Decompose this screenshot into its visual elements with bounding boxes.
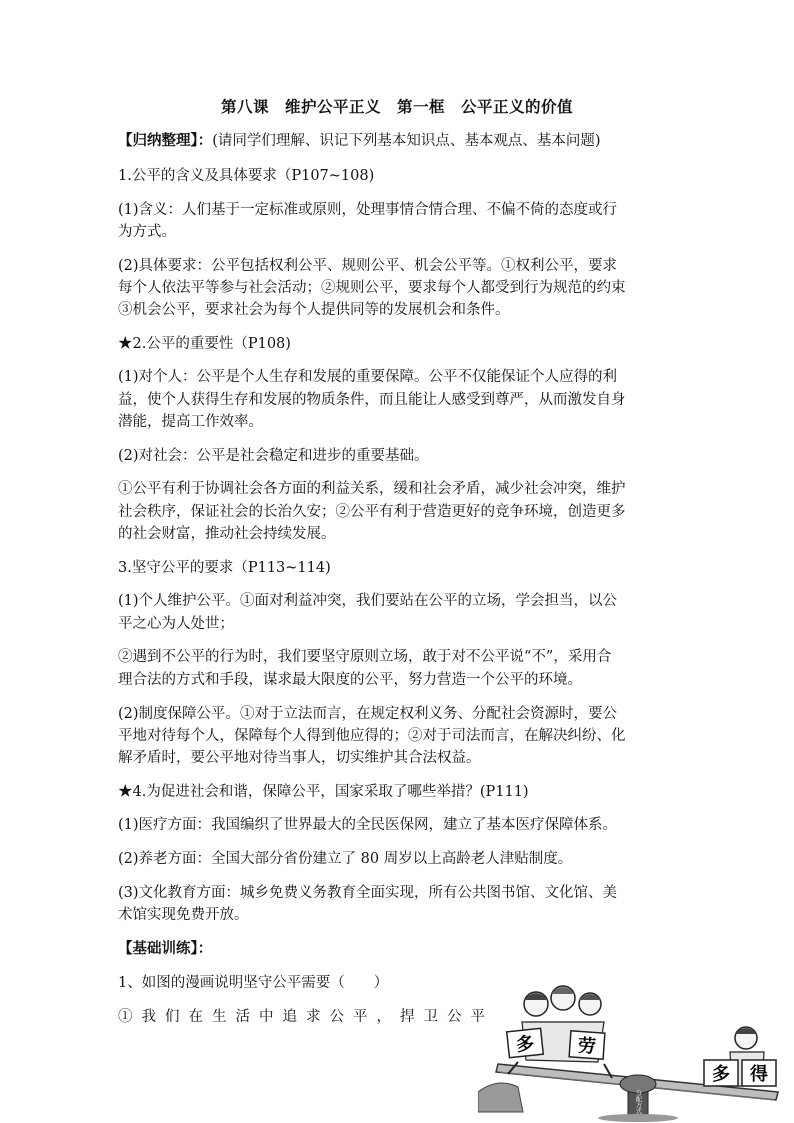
fulcrum-label: 分配方式 [634, 1090, 642, 1114]
section-heading-training: 【基础训练】： [118, 940, 213, 957]
sign-right-char-2: 得 [750, 1064, 768, 1085]
text-line: 平之心为人处世； [118, 616, 234, 632]
text-line: (2)具体要求：公平包括权利公平、规则公平、机会公平等。①权利公平，要求 [118, 258, 618, 274]
text-line: 平地对待每个人，保障每个人得到他应得的；②对于司法而言，在解决纠纷、化 [118, 728, 626, 744]
text-line: 社会秩序，保证社会的长治久安；②公平有利于营造更好的竞争环境，创造更多 [118, 504, 626, 520]
text-line: (1)对个人：公平是个人生存和发展的重要保障。公平不仅能保证个人应得的利 [118, 369, 618, 385]
summary-label: 【归纳整理】： [118, 132, 213, 149]
text-line: ①公平有利于协调社会各方面的利益关系，缓和社会矛盾，减少社会冲突，维护 [118, 481, 626, 497]
fulcrum [620, 1075, 656, 1117]
question-1: 1、如图的漫画说明坚守公平需要（ ） [118, 975, 389, 991]
text-line: (1)个人维护公平。①面对利益冲突，我们要站在公平的立场，学会担当，以公 [118, 593, 618, 609]
text-line: (1)医疗方面：我国编织了世界最大的全民医保网，建立了基本医疗保障体系。 [118, 817, 618, 833]
text-line: (1)含义：人们基于一定标准或原则，处理事情合情合理、不偏不倚的态度或行 [118, 202, 618, 218]
point-1-heading: 1.公平的含义及具体要求（P107~108) [118, 168, 375, 184]
point-2-heading: ★2.公平的重要性（P108) [118, 336, 291, 352]
text-line: (2)制度保障公平。①对于立法而言，在规定权利义务、分配社会资源时，要公 [118, 706, 618, 722]
sign-left-char-1: 多 [515, 1033, 536, 1056]
sign-right-char-1: 多 [712, 1064, 730, 1085]
text-line: 的社会财富，推动社会持续发展。 [118, 526, 336, 542]
seesaw-cartoon [478, 982, 790, 1122]
text-line: (2)对社会：公平是社会稳定和进步的重要基础。 [118, 448, 429, 464]
text-line: 解矛盾时，要公平地对待当事人，切实维护其合法权益。 [118, 750, 481, 766]
summary-instruction: (请同学们理解、识记下列基本知识点、基本观点、基本问题) [212, 133, 601, 149]
text-line: 潜能，提高工作效率。 [118, 414, 263, 430]
text-line: 为方式。 [118, 224, 176, 240]
text-line: 理合法的方式和手段，谋求最大限度的公平，努力营造一个公平的环境。 [118, 672, 582, 688]
point-4-heading: ★4.为促进社会和谐，保障公平，国家采取了哪些举措？(P111) [118, 784, 529, 800]
text-line: ③机会公平，要求社会为每个人提供同等的发展机会和条件。 [118, 302, 510, 318]
page-title: 第八课 维护公平正义 第一框 公平正义的价值 [220, 97, 573, 116]
text-line: 每个人依法平等参与社会活动；②规则公平，要求每个人都受到行为规范的约束 [118, 280, 626, 296]
text-line: ②遇到不公平的行为时，我们要坚守原则立场，敢于对不公平说“不”，采用合 [118, 649, 612, 665]
text-line: 益，使个人获得生存和发展的物质条件，而且能让人感受到尊严，从而激发自身 [118, 392, 626, 408]
point-3-heading: 3.坚守公平的要求（P113~114) [118, 560, 331, 576]
question-1-option-1: ①我们在生活中追求公平，捍卫公平 [118, 1009, 494, 1025]
sign-left-char-2: 劳 [577, 1035, 597, 1058]
text-line: (2)养老方面：全国大部分省份建立了 80 周岁以上高龄老人津贴制度。 [118, 851, 573, 867]
text-line: 术馆实现免费开放。 [118, 907, 249, 923]
section-heading-summary [118, 130, 678, 152]
text-line: (3)文化教育方面：城乡免费义务教育全面实现，所有公共图书馆、文化馆、美 [118, 885, 618, 901]
